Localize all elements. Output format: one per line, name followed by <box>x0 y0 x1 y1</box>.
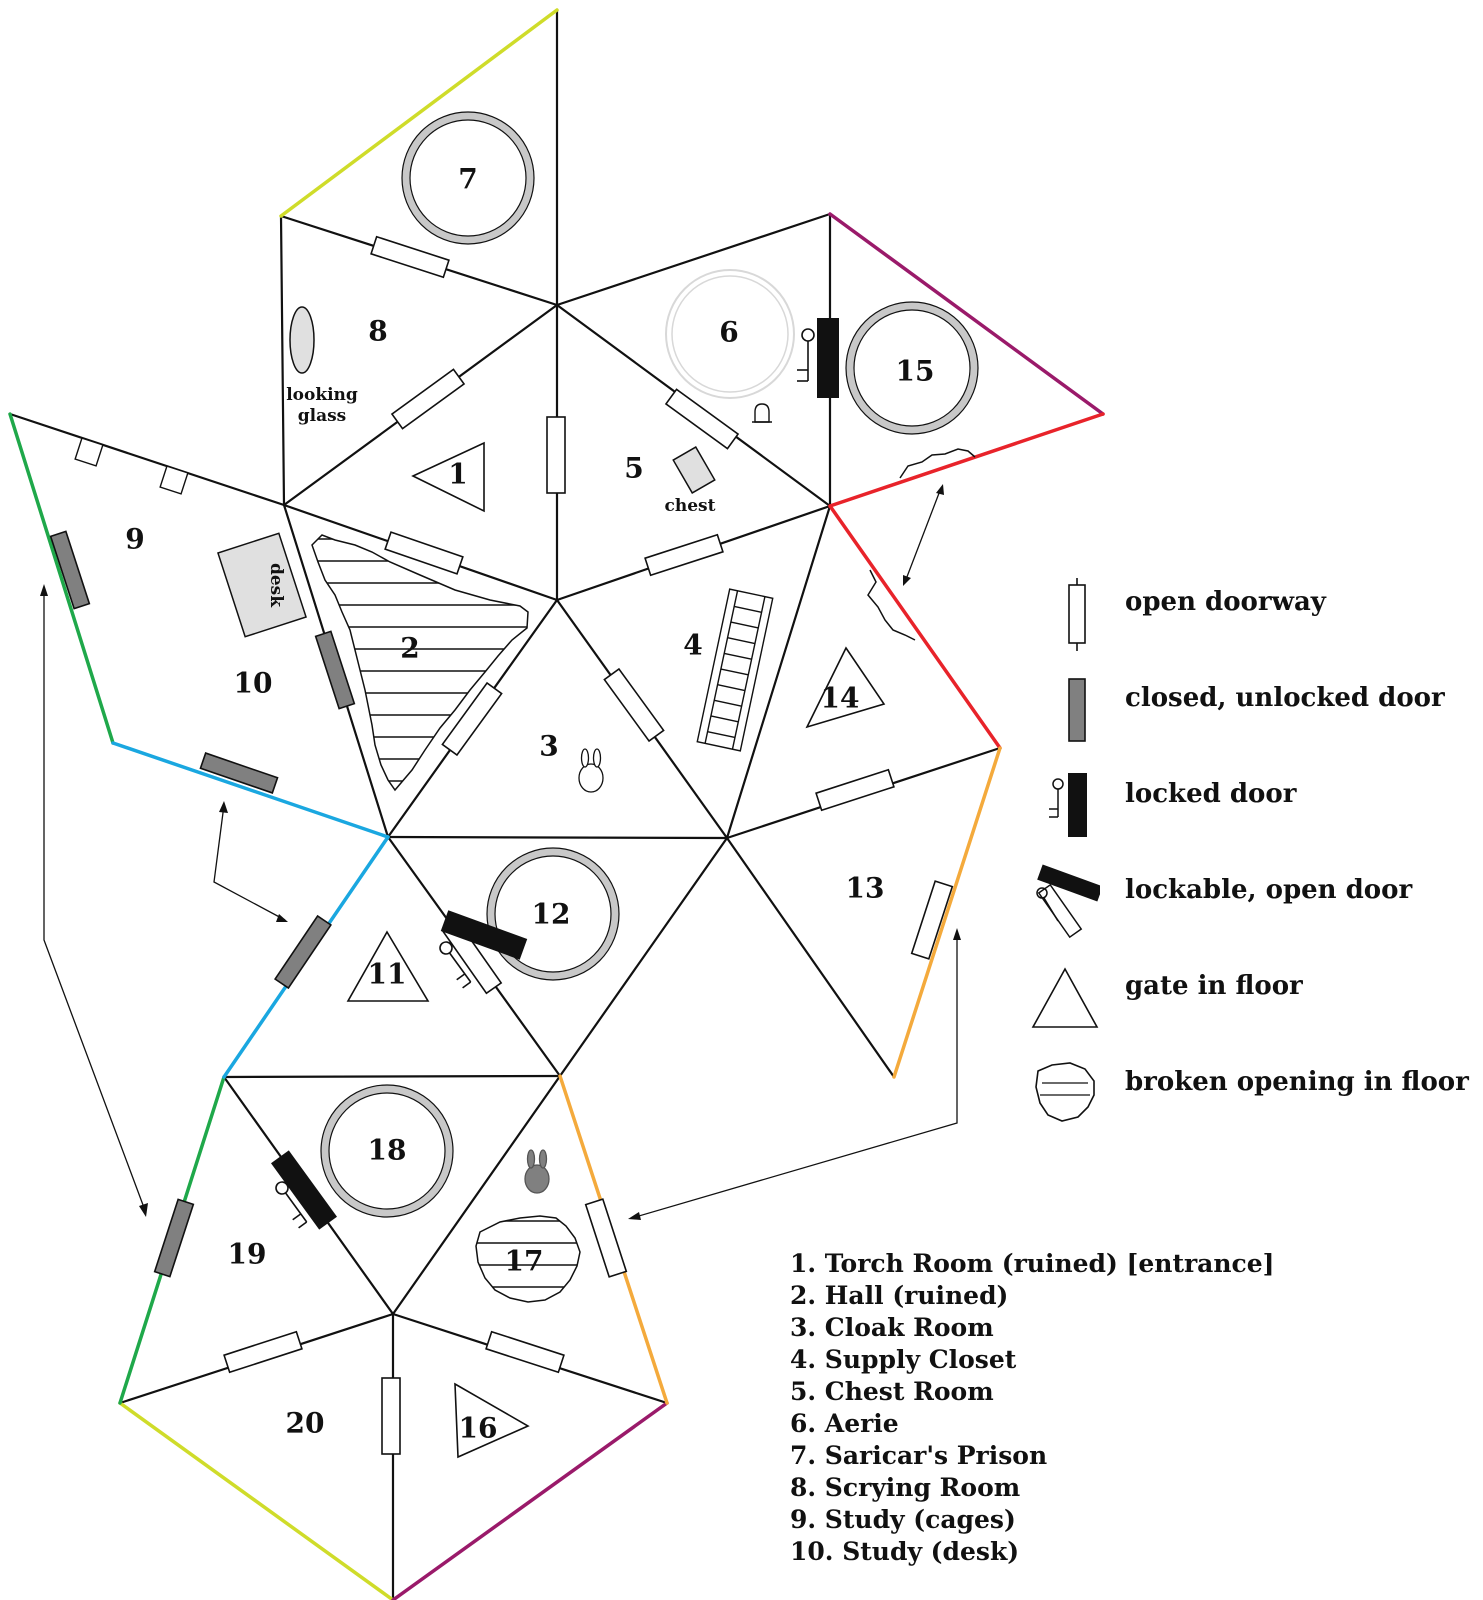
locked-door-icon <box>1030 767 1100 847</box>
legend-label: open doorway <box>1125 587 1326 617</box>
room-number-16: 16 <box>458 1411 498 1445</box>
looking-glass-label: looking <box>286 385 358 405</box>
room-number-6: 6 <box>719 315 739 349</box>
open-doorway-icon <box>382 1378 400 1454</box>
desk-icon <box>218 533 306 636</box>
blue-seam <box>113 743 388 837</box>
room-list <box>790 1248 1275 1568</box>
legend-label: gate in floor <box>1125 971 1303 1001</box>
room-number-17: 17 <box>504 1244 544 1278</box>
rabbit-icon <box>525 1150 549 1193</box>
cages <box>75 438 188 494</box>
legend-row-lockable-open-door <box>1030 863 1480 959</box>
locked-door-icon <box>817 318 839 398</box>
room-number-20: 20 <box>285 1406 325 1440</box>
room-number-3: 3 <box>539 729 559 763</box>
open-doorway-icon <box>1030 575 1100 655</box>
closed-door-icon <box>51 531 90 608</box>
room-list-item: 4. Supply Closet <box>790 1345 1017 1374</box>
open-doorway-icon <box>392 369 464 428</box>
legend-label: closed, unlocked door <box>1125 683 1445 713</box>
room-list-item: 10. Study (desk) <box>790 1537 1020 1566</box>
open-doorway-icon <box>547 417 565 493</box>
room-number-14: 14 <box>820 681 860 715</box>
open-doorway-icon <box>816 770 894 811</box>
arrowheads <box>40 484 961 1220</box>
room-list-item: 9. Study (cages) <box>790 1505 1016 1534</box>
looking-glass-icon <box>290 307 314 373</box>
legend-row-open-doorway <box>1030 575 1480 671</box>
open-doorway-icon <box>604 669 663 741</box>
room-list-item: 7. Saricar's Prison <box>790 1441 1048 1470</box>
legend-label: lockable, open door <box>1125 875 1413 905</box>
room-number-11: 11 <box>367 957 407 991</box>
closed-doors <box>51 531 355 1276</box>
yellow-seam <box>120 1403 393 1600</box>
chest-icon <box>673 447 715 493</box>
legend-row-gate <box>1030 959 1480 1055</box>
room-list-item: 2. Hall (ruined) <box>790 1281 1009 1310</box>
legend-row-locked-door <box>1030 767 1480 863</box>
room-number-5: 5 <box>624 451 644 485</box>
room-list-item: 8. Scrying Room <box>790 1473 1021 1502</box>
broken-edge-room-15 <box>900 449 975 478</box>
cage-icon <box>75 438 103 466</box>
purple-seam <box>393 1403 667 1600</box>
desk-label: desk <box>266 562 286 608</box>
open-doorway-icon <box>224 1332 302 1373</box>
room-number-2: 2 <box>400 631 420 665</box>
purple-seam <box>830 214 1103 414</box>
room-number-8: 8 <box>368 314 388 348</box>
room-list-item: 3. Cloak Room <box>790 1313 994 1342</box>
legend-row-broken-opening <box>1030 1055 1480 1151</box>
closed-door-icon <box>1030 671 1100 751</box>
red-seam <box>830 414 1103 506</box>
room-number-13: 13 <box>845 871 885 905</box>
room-number-1: 1 <box>448 457 468 491</box>
room-number-10: 10 <box>233 666 273 700</box>
closed-door-icon <box>275 916 331 988</box>
bell-icon <box>755 404 769 422</box>
room-list-item: 1. Torch Room (ruined) [entrance] <box>790 1249 1275 1278</box>
looking-glass-label: glass <box>297 406 347 426</box>
lockable-open-door-leaf <box>441 910 527 959</box>
room-number-12: 12 <box>531 897 571 931</box>
room-number-18: 18 <box>367 1133 407 1167</box>
broken-opening-icon <box>1030 1055 1100 1135</box>
chest-label: chest <box>664 496 716 516</box>
rabbit-icon <box>579 749 603 792</box>
room-list-item: 6. Aerie <box>790 1409 899 1438</box>
room-number-7: 7 <box>458 162 478 196</box>
open-doorway-icon <box>371 237 449 278</box>
legend-label: locked door <box>1125 779 1297 809</box>
closed-door-icon <box>316 631 355 708</box>
room-number-19: 19 <box>227 1237 267 1271</box>
open-doorway-icon <box>645 535 723 576</box>
lockable-open-door-icon <box>1030 863 1100 943</box>
room-number-4: 4 <box>683 628 703 662</box>
room-number-15: 15 <box>895 354 935 388</box>
legend-row-closed-door <box>1030 671 1480 767</box>
legend-label: broken opening in floor <box>1125 1067 1469 1097</box>
gate-icon <box>1030 959 1100 1039</box>
open-doorway-icon <box>486 1332 564 1373</box>
yellow-seam <box>281 10 557 216</box>
cage-icon <box>160 466 188 494</box>
legend <box>1030 575 1480 1151</box>
open-doorway-icon <box>586 1199 627 1277</box>
closed-door-icon <box>155 1199 194 1276</box>
ruined-floor-room-2 <box>312 535 528 790</box>
room-list-item: 5. Chest Room <box>790 1377 994 1406</box>
key-icon <box>797 329 814 381</box>
room-number-9: 9 <box>125 522 145 556</box>
connection-arrows <box>44 488 957 1218</box>
orange-seam <box>894 748 1000 1077</box>
